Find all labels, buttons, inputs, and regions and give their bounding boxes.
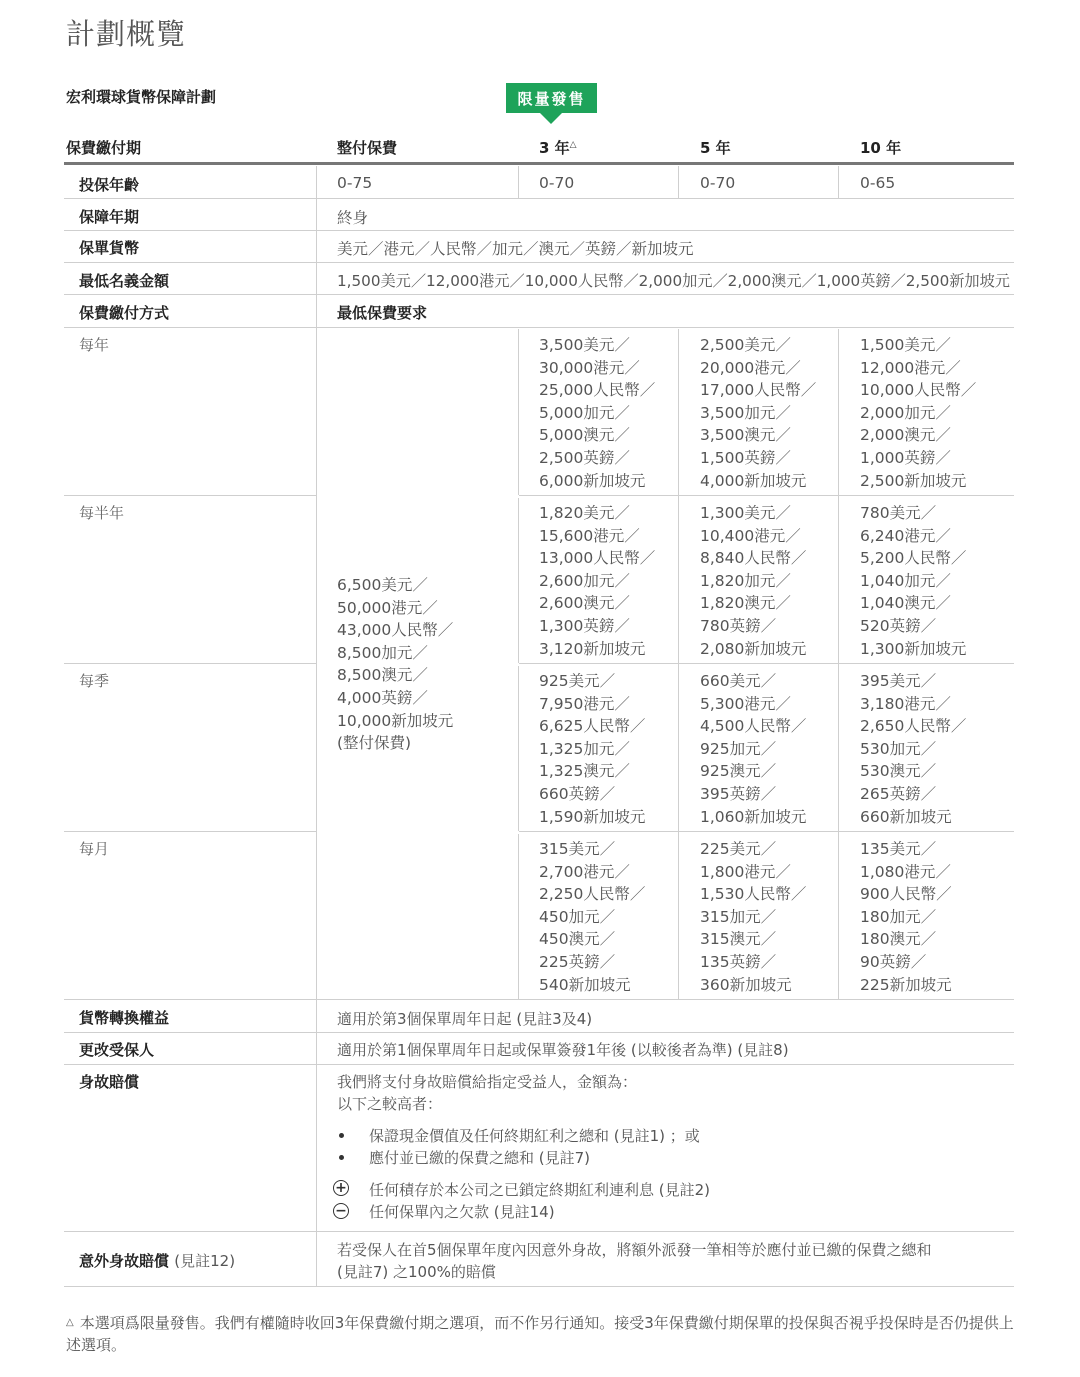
bullet-icon xyxy=(339,1155,344,1160)
limited-offer-badge: 限量發售 xyxy=(506,83,597,113)
row-divider xyxy=(64,1286,1014,1287)
min-premium-heading: 最低保費要求 xyxy=(337,304,428,322)
currency-value: 美元／港元／人民幣／加元／澳元／英鎊／新加坡元 xyxy=(337,240,694,258)
limited-mark: △ xyxy=(569,140,577,150)
age-10yr: 0-65 xyxy=(860,174,896,192)
semi-3yr-cell: 1,820美元／ 15,600港元／ 13,000人民幣／ 2,600加元／ 2,600澳元／ 1,300英鎊／ 3,120新加坡元 xyxy=(539,504,656,658)
row-divider xyxy=(64,831,1014,832)
death-bullet-1: 保證現金價值及任何終期紅利之總和 (見註1) ；或 xyxy=(369,1127,700,1145)
row-label-change-insured: 更改受保人 xyxy=(79,1041,155,1059)
col-divider xyxy=(838,166,839,198)
col-divider xyxy=(316,327,317,1000)
mode-semi-annual: 每半年 xyxy=(79,504,125,522)
accident-line-2: (見註7) 之100%的賠償 xyxy=(337,1263,496,1281)
row-divider xyxy=(64,1064,1014,1065)
row-divider xyxy=(64,495,1014,496)
footnote xyxy=(66,1312,1016,1356)
minus-circle-icon: − xyxy=(333,1203,349,1219)
row-label-death-benefit: 身故賠償 xyxy=(79,1073,140,1091)
header-10yr: 10 年 xyxy=(860,139,902,157)
row-divider xyxy=(64,327,1014,328)
header-3yr: 3 年△ xyxy=(539,139,577,157)
row-divider xyxy=(64,1231,1014,1232)
footnote-mark: △ xyxy=(66,1317,74,1328)
age-single: 0-75 xyxy=(337,174,373,192)
death-line-1: 我們將支付身故賠償給指定受益人，金額為： xyxy=(337,1073,638,1091)
header-single: 整付保費 xyxy=(337,139,398,157)
page-title: 計劃概覽 xyxy=(66,17,187,51)
death-bullet-2: 應付並已繳的保費之總和 (見註7) xyxy=(369,1149,591,1167)
single-premium-cell: 6,500美元／ 50,000港元／ 43,000人民幣／ 8,500加元／ 8,500澳元／ 4,000英鎊／ 10,000新加坡元 (整付保費) xyxy=(337,576,454,753)
col-divider xyxy=(678,329,679,1000)
header-rule xyxy=(64,162,1014,165)
divider-mask xyxy=(316,831,519,834)
plus-circle-icon: + xyxy=(333,1180,349,1196)
row-divider xyxy=(64,663,1014,664)
semi-5yr-cell: 1,300美元／ 10,400港元／ 8,840人民幣／ 1,820加元／ 1,820澳元／ 780英鎊／ 2,080新加坡元 xyxy=(700,504,807,658)
age-3yr: 0-70 xyxy=(539,174,575,192)
row-label-term: 保障年期 xyxy=(79,208,140,226)
death-minus-item: 任何保單內之欠款 (見註14) xyxy=(369,1203,555,1221)
accident-line-1: 若受保人在首5個保單年度內因意外身故，將額外派發一筆相等於應付並已繳的保費之總和 xyxy=(337,1241,932,1259)
annual-3yr-cell: 3,500美元／ 30,000港元／ 25,000人民幣／ 5,000加元／ 5,000澳元／ 2,500英鎊／ 6,000新加坡元 xyxy=(539,336,656,490)
badge-arrow xyxy=(540,113,562,124)
header-term: 保費繳付期 xyxy=(66,139,142,157)
row-divider xyxy=(64,198,1014,199)
death-line-2: 以下之較高者： xyxy=(337,1095,443,1113)
min-sum-value: 1,500美元／12,000港元／10,000人民幣／2,000加元／2,000澳元／1,000英鎊／2,500新加坡元 xyxy=(337,272,1010,290)
row-divider xyxy=(64,230,1014,231)
quarter-10yr-cell: 395美元／ 3,180港元／ 2,650人民幣／ 530加元／ 530澳元／ 265英鎊／ 660新加坡元 xyxy=(860,672,967,826)
row-label-pay-mode: 保費繳付方式 xyxy=(79,304,170,322)
row-divider xyxy=(64,262,1014,263)
row-divider xyxy=(64,999,1014,1000)
change-insured-value: 適用於第1個保單周年日起或保單簽發1年後 (以較後者為準) (見註8) xyxy=(337,1041,789,1059)
term-value: 終身 xyxy=(337,209,369,227)
footnote-text: 本選項爲限量發售。我們有權隨時收回3年保費繳付期之選項，而不作另行通知。接受3年保費繳付期保單的投保與否視乎投保時是否仍提供上述選項。 xyxy=(66,1314,1014,1354)
plan-name: 宏利環球貨幣保障計劃 xyxy=(66,88,217,106)
row-label-currency: 保單貨幣 xyxy=(79,239,140,257)
monthly-10yr-cell: 135美元／ 1,080港元／ 900人民幣／ 180加元／ 180澳元／ 90英鎊／ 225新加坡元 xyxy=(860,840,952,994)
col-divider xyxy=(678,166,679,198)
row-label-age: 投保年齡 xyxy=(79,176,140,194)
row-divider xyxy=(64,1032,1014,1033)
accident-note: (見註12) xyxy=(174,1252,236,1270)
monthly-3yr-cell: 315美元／ 2,700港元／ 2,250人民幣／ 450加元／ 450澳元／ 225英鎊／ 540新加坡元 xyxy=(539,840,646,994)
annual-5yr-cell: 2,500美元／ 20,000港元／ 17,000人民幣／ 3,500加元／ 3,500澳元／ 1,500英鎊／ 4,000新加坡元 xyxy=(700,336,817,490)
age-5yr: 0-70 xyxy=(700,174,736,192)
row-label-fx-option: 貨幣轉換權益 xyxy=(79,1009,170,1027)
col-divider xyxy=(838,329,839,1000)
col-divider xyxy=(518,166,519,198)
mode-annual: 每年 xyxy=(79,336,110,354)
semi-10yr-cell: 780美元／ 6,240港元／ 5,200人民幣／ 1,040加元／ 1,040澳元／ 520英鎊／ 1,300新加坡元 xyxy=(860,504,967,658)
row-label-min-sum: 最低名義金額 xyxy=(79,272,170,290)
quarter-3yr-cell: 925美元／ 7,950港元／ 6,625人民幣／ 1,325加元／ 1,325澳元／ 660英鎊／ 1,590新加坡元 xyxy=(539,672,646,826)
row-divider xyxy=(64,294,1014,295)
row-label-accident: 意外身故賠償 (見註12) xyxy=(79,1252,236,1270)
monthly-5yr-cell: 225美元／ 1,800港元／ 1,530人民幣／ 315加元／ 315澳元／ 135英鎊／ 360新加坡元 xyxy=(700,840,807,994)
bullet-icon xyxy=(339,1133,344,1138)
annual-10yr-cell: 1,500美元／ 12,000港元／ 10,000人民幣／ 2,000加元／ 2,000澳元／ 1,000英鎊／ 2,500新加坡元 xyxy=(860,336,977,490)
fx-option-value: 適用於第3個保單周年日起 (見註3及4) xyxy=(337,1010,593,1028)
divider-mask xyxy=(316,495,519,498)
mode-quarterly: 每季 xyxy=(79,672,110,690)
mode-monthly: 每月 xyxy=(79,840,110,858)
header-5yr: 5 年 xyxy=(700,139,731,157)
quarter-5yr-cell: 660美元／ 5,300港元／ 4,500人民幣／ 925加元／ 925澳元／ 395英鎊／ 1,060新加坡元 xyxy=(700,672,807,826)
death-plus-item: 任何積存於本公司之已鎖定終期紅利連利息 (見註2) xyxy=(369,1181,711,1199)
